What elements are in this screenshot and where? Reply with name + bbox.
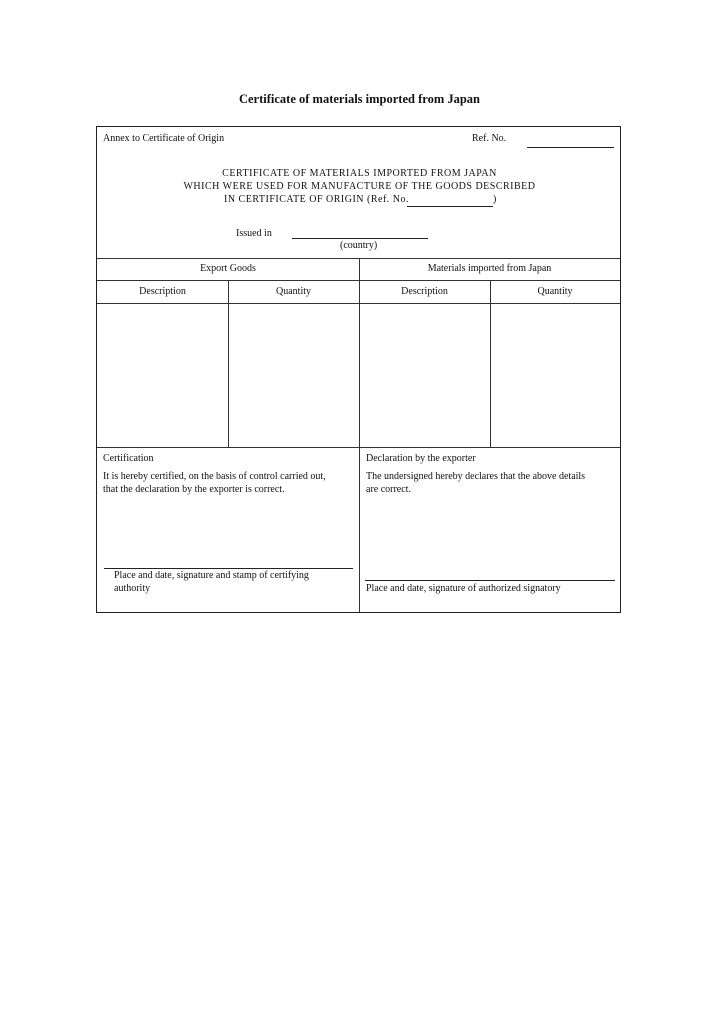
col-export-description: Description <box>139 286 186 297</box>
document-title: Certificate of materials imported from Japan <box>238 92 481 106</box>
heading-line-3-close: ) <box>493 194 497 205</box>
heading-line-1: CERTIFICATE OF MATERIALS IMPORTED FROM JAPAN <box>222 168 497 179</box>
col-materials-quantity: Quantity <box>537 286 573 297</box>
export-goods-header: Export Goods <box>200 263 256 274</box>
export-description-cell[interactable] <box>98 304 227 446</box>
declaration-heading: Declaration by the exporter <box>366 453 476 464</box>
certification-signature-line[interactable] <box>104 568 353 569</box>
origin-ref-no-field[interactable] <box>407 206 493 207</box>
certification-sign-caption-2: authority <box>114 583 151 594</box>
materials-quantity-cell[interactable] <box>491 304 619 446</box>
export-quantity-cell[interactable] <box>229 304 358 446</box>
heading-line-3: IN CERTIFICATE OF ORIGIN (Ref. No. <box>224 194 409 205</box>
col-export-quantity: Quantity <box>276 286 311 297</box>
certification-sign-caption-1: Place and date, signature and stamp of certifying <box>114 570 309 581</box>
materials-header: Materials imported from Japan <box>427 263 552 274</box>
heading-line-2: WHICH WERE USED FOR MANUFACTURE OF THE GOODS DESCRIBED <box>183 181 536 192</box>
issued-in-country-field[interactable] <box>292 238 428 239</box>
issued-in-label: Issued in <box>236 228 272 239</box>
materials-description-cell[interactable] <box>360 304 489 446</box>
declaration-body-line-2: are correct. <box>366 484 411 495</box>
certification-heading: Certification <box>103 453 154 464</box>
certification-body-line-2: that the declaration by the exporter is correct. <box>103 484 285 495</box>
declaration-body-line-1: The undersigned hereby declares that the above details <box>366 471 586 482</box>
country-label: (country) <box>340 240 378 251</box>
certification-body-line-1: It is hereby certified, on the basis of control carried out, <box>103 471 326 482</box>
annex-label: Annex to Certificate of Origin <box>103 133 225 144</box>
ref-no-field[interactable] <box>527 147 614 148</box>
certificate-form <box>96 126 621 613</box>
col-materials-description: Description <box>401 286 448 297</box>
declaration-sign-caption: Place and date, signature of authorized signatory <box>366 583 561 594</box>
declaration-signature-line[interactable] <box>365 580 615 581</box>
ref-no-label: Ref. No. <box>472 133 507 144</box>
